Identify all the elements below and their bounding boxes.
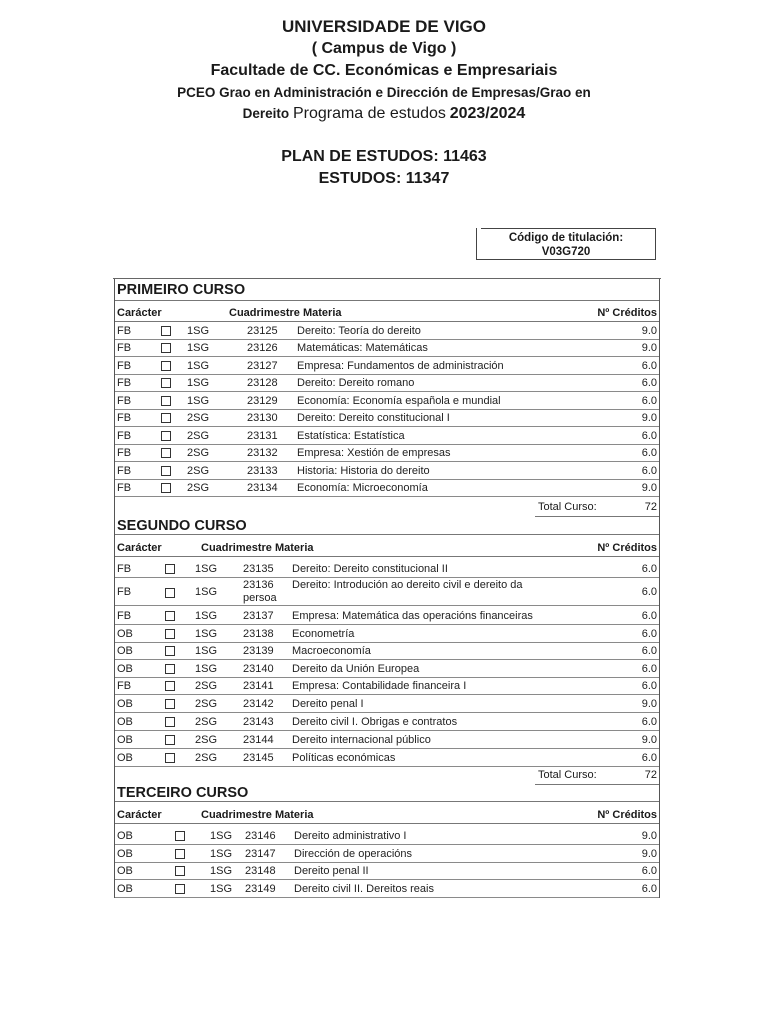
row-cuadrimestre: 1SG — [195, 586, 218, 598]
column-header-row — [115, 540, 659, 556]
row-caracter: FB — [117, 447, 132, 459]
checkbox-icon — [165, 753, 175, 763]
row-code: 23133 — [247, 465, 278, 477]
row-creditos: 6.0 — [641, 447, 657, 459]
col-cuadrimestre-materia: Cuadrimestre Materia — [229, 307, 342, 319]
row-creditos: 9.0 — [641, 848, 657, 860]
col-cuadrimestre-materia: Cuadrimestre Materia — [201, 809, 314, 821]
row-materia: Empresa: Xestión de empresas — [297, 447, 451, 459]
row-caracter: OB — [117, 698, 133, 710]
table-row — [115, 881, 659, 898]
row-code: 23149 — [245, 883, 276, 895]
row-caracter: OB — [117, 734, 133, 746]
row-cuadrimestre: 1SG — [195, 563, 218, 575]
document-header — [0, 16, 768, 125]
row-caracter: FB — [117, 325, 132, 337]
table-row — [115, 410, 659, 427]
row-creditos: 6.0 — [641, 563, 657, 575]
checkbox-icon — [165, 735, 175, 745]
row-caracter: FB — [117, 482, 132, 494]
column-header-row — [115, 807, 659, 823]
titulacion-box — [476, 228, 656, 260]
total-value: 72 — [644, 501, 657, 513]
academic-year: 2023/2024 — [449, 105, 526, 122]
row-cuadrimestre: 1SG — [187, 325, 210, 337]
total-value: 72 — [644, 769, 657, 781]
row-creditos: 6.0 — [641, 360, 657, 372]
checkbox-icon — [161, 378, 171, 388]
row-code: 23143 — [243, 716, 274, 728]
row-caracter: OB — [117, 716, 133, 728]
row-creditos: 9.0 — [641, 698, 657, 710]
row-code: 23138 — [243, 628, 274, 640]
table-row — [115, 643, 659, 660]
row-code: 23130 — [247, 412, 278, 424]
col-caracter: Carácter — [117, 809, 162, 821]
row-creditos: 9.0 — [641, 482, 657, 494]
checkbox-icon — [161, 483, 171, 493]
row-code: 23144 — [243, 734, 274, 746]
col-creditos: Nº Créditos — [597, 542, 657, 554]
plan-block — [0, 146, 768, 190]
row-materia: Dereito: Dereito romano — [297, 377, 415, 389]
row-cuadrimestre: 1SG — [187, 377, 210, 389]
row-caracter: FB — [117, 610, 132, 622]
university-name: UNIVERSIDADE DE VIGO — [281, 17, 487, 36]
campus-name: ( Campus de Vigo ) — [311, 40, 457, 57]
checkbox-icon — [165, 699, 175, 709]
row-materia: Macroeconomía — [292, 645, 371, 657]
row-materia: Dereito penal I — [292, 698, 364, 710]
row-creditos: 6.0 — [641, 465, 657, 477]
row-creditos: 6.0 — [641, 645, 657, 657]
row-caracter: FB — [117, 342, 132, 354]
total-label: Total Curso: — [538, 769, 597, 781]
row-materia: Economía: Economía española e mundial — [297, 395, 501, 407]
row-creditos: 6.0 — [641, 610, 657, 622]
table-row — [115, 732, 659, 749]
total-label: Total Curso: — [538, 501, 597, 513]
total-divider — [535, 784, 659, 785]
section-title: PRIMEIRO CURSO — [117, 282, 246, 298]
table-row — [115, 828, 659, 845]
row-caracter: FB — [117, 680, 132, 692]
row-code: 23134 — [247, 482, 278, 494]
row-cuadrimestre: 2SG — [187, 447, 210, 459]
checkbox-icon — [161, 343, 171, 353]
row-materia: Empresa: Fundamentos de administración — [297, 360, 504, 372]
checkbox-icon — [175, 884, 185, 894]
row-cuadrimestre: 2SG — [195, 680, 218, 692]
row-creditos: 6.0 — [641, 663, 657, 675]
row-cuadrimestre: 1SG — [195, 663, 218, 675]
header-divider — [115, 321, 659, 322]
table-row — [115, 846, 659, 863]
section-divider — [115, 300, 659, 301]
table-row — [115, 561, 659, 578]
row-code: 23129 — [247, 395, 278, 407]
row-cuadrimestre: 1SG — [195, 610, 218, 622]
degree-line-2-text: Dereito — [242, 106, 290, 121]
row-cuadrimestre: 2SG — [187, 412, 210, 424]
row-creditos: 6.0 — [641, 865, 657, 877]
row-cuadrimestre: 2SG — [195, 698, 218, 710]
row-code: 23127 — [247, 360, 278, 372]
checkbox-icon — [165, 681, 175, 691]
estudos: ESTUDOS: 11347 — [318, 170, 450, 187]
row-cuadrimestre: 1SG — [210, 848, 233, 860]
row-code: 23136 — [243, 579, 274, 591]
table-row — [115, 323, 659, 340]
row-caracter: FB — [117, 360, 132, 372]
checkbox-icon — [165, 611, 175, 621]
row-cuadrimestre: 1SG — [195, 645, 218, 657]
checkbox-icon — [165, 564, 175, 574]
table-row — [115, 480, 659, 497]
row-code: 23137 — [243, 610, 274, 622]
row-cuadrimestre: 2SG — [195, 734, 218, 746]
row-cuadrimestre: 1SG — [187, 360, 210, 372]
table-row — [115, 463, 659, 480]
row-creditos: 6.0 — [641, 586, 657, 598]
row-caracter: OB — [117, 752, 133, 764]
table-row — [115, 696, 659, 713]
row-materia: Dereito internacional público — [292, 734, 431, 746]
row-code: 23145 — [243, 752, 274, 764]
table-row — [115, 358, 659, 375]
table-row — [115, 661, 659, 678]
table-row — [115, 750, 659, 767]
row-caracter: FB — [117, 412, 132, 424]
row-materia: Dereito civil I. Obrigas e contratos — [292, 716, 458, 728]
study-plan-table — [114, 278, 660, 898]
row-caracter: FB — [117, 586, 132, 598]
row-cuadrimestre: 1SG — [210, 830, 233, 842]
checkbox-icon — [165, 717, 175, 727]
checkbox-icon — [161, 326, 171, 336]
row-caracter: OB — [117, 663, 133, 675]
table-row — [115, 579, 659, 606]
row-code: 23141 — [243, 680, 274, 692]
row-cuadrimestre: 1SG — [187, 342, 210, 354]
row-cuadrimestre: 1SG — [210, 883, 233, 895]
row-caracter: FB — [117, 563, 132, 575]
program-label: Programa de estudos — [292, 105, 446, 122]
checkbox-icon — [175, 866, 185, 876]
checkbox-icon — [165, 664, 175, 674]
table-row — [115, 608, 659, 625]
row-materia: Políticas económicas — [292, 752, 396, 764]
row-materia: Empresa: Matemática das operacións financeiras — [292, 610, 533, 622]
section-title: SEGUNDO CURSO — [117, 518, 247, 534]
col-creditos: Nº Créditos — [597, 809, 657, 821]
row-materia: Dereito penal II — [294, 865, 369, 877]
table-row — [115, 863, 659, 880]
row-caracter: OB — [117, 628, 133, 640]
checkbox-icon — [165, 646, 175, 656]
row-cuadrimestre: 2SG — [187, 430, 210, 442]
row-code: 23126 — [247, 342, 278, 354]
row-creditos: 6.0 — [641, 716, 657, 728]
row-creditos: 6.0 — [641, 680, 657, 692]
checkbox-icon — [161, 396, 171, 406]
row-cuadrimestre: 2SG — [195, 752, 218, 764]
checkbox-icon — [165, 629, 175, 639]
row-code: 23148 — [245, 865, 276, 877]
row-cuadrimestre: 2SG — [195, 716, 218, 728]
row-materia: Dirección de operacións — [294, 848, 413, 860]
checkbox-icon — [161, 448, 171, 458]
row-materia-cont: persoa — [243, 592, 277, 604]
col-caracter: Carácter — [117, 307, 162, 319]
row-cuadrimestre: 2SG — [187, 465, 210, 477]
table-row — [115, 626, 659, 643]
section-divider — [115, 534, 659, 535]
checkbox-icon — [175, 849, 185, 859]
row-caracter: FB — [117, 395, 132, 407]
section-title: TERCEIRO CURSO — [117, 785, 249, 801]
table-row — [115, 714, 659, 731]
degree-line-1: PCEO Grao en Administración e Dirección de Empresas/Grao en — [177, 85, 591, 100]
checkbox-icon — [175, 831, 185, 841]
row-materia: Dereito civil II. Dereitos reais — [294, 883, 434, 895]
header-divider — [115, 823, 659, 824]
total-divider — [535, 516, 659, 517]
row-code: 23128 — [247, 377, 278, 389]
row-materia: Dereito: Dereito constitucional II — [292, 563, 448, 575]
checkbox-icon — [161, 466, 171, 476]
table-row — [115, 678, 659, 695]
row-materia: Dereito: Teoría do dereito — [297, 325, 421, 337]
checkbox-icon — [165, 588, 175, 598]
row-caracter: OB — [117, 883, 133, 895]
row-materia: Dereito da Unión Europea — [292, 663, 420, 675]
column-header-row — [115, 305, 659, 321]
row-code: 23125 — [247, 325, 278, 337]
row-creditos: 9.0 — [641, 412, 657, 424]
row-caracter: OB — [117, 848, 133, 860]
checkbox-icon — [161, 361, 171, 371]
row-creditos: 6.0 — [641, 883, 657, 895]
faculty-name: Facultade de CC. Económicas e Empresariais — [210, 62, 558, 79]
row-cuadrimestre: 2SG — [187, 482, 210, 494]
row-materia: Dereito: Dereito constitucional I — [297, 412, 450, 424]
row-materia: Estatística: Estatística — [297, 430, 405, 442]
row-caracter: OB — [117, 865, 133, 877]
row-materia: Economía: Microeconomía — [297, 482, 428, 494]
table-row — [115, 393, 659, 410]
row-creditos: 6.0 — [641, 377, 657, 389]
row-code: 23140 — [243, 663, 274, 675]
plan-de-estudos: PLAN DE ESTUDOS: 11463 — [281, 148, 487, 165]
row-creditos: 9.0 — [641, 342, 657, 354]
titulacion-code: V03G720 — [541, 246, 591, 258]
row-materia: Econometría — [292, 628, 355, 640]
titulacion-label: Código de titulación: — [508, 232, 624, 244]
row-cuadrimestre: 1SG — [195, 628, 218, 640]
row-creditos: 6.0 — [641, 628, 657, 640]
table-row — [115, 428, 659, 445]
row-creditos: 9.0 — [641, 325, 657, 337]
row-code: 23132 — [247, 447, 278, 459]
row-caracter: OB — [117, 645, 133, 657]
col-caracter: Carácter — [117, 542, 162, 554]
row-caracter: FB — [117, 377, 132, 389]
row-creditos: 9.0 — [641, 830, 657, 842]
checkbox-icon — [161, 431, 171, 441]
row-materia: Dereito administrativo I — [294, 830, 407, 842]
row-code: 23142 — [243, 698, 274, 710]
table-row — [115, 375, 659, 392]
row-materia: Empresa: Contabilidade financeira I — [292, 680, 467, 692]
row-code: 23139 — [243, 645, 274, 657]
row-cuadrimestre: 1SG — [187, 395, 210, 407]
row-creditos: 6.0 — [641, 430, 657, 442]
row-code: 23146 — [245, 830, 276, 842]
section-divider — [115, 801, 659, 802]
row-code: 23147 — [245, 848, 276, 860]
row-materia: Matemáticas: Matemáticas — [297, 342, 428, 354]
header-divider — [115, 556, 659, 557]
table-row — [115, 340, 659, 357]
col-cuadrimestre-materia: Cuadrimestre Materia — [201, 542, 314, 554]
row-creditos: 6.0 — [641, 395, 657, 407]
degree-line-2 — [0, 103, 768, 125]
row-caracter: OB — [117, 830, 133, 842]
row-materia: Historia: Historia do dereito — [297, 465, 430, 477]
table-row — [115, 445, 659, 462]
row-cuadrimestre: 1SG — [210, 865, 233, 877]
col-creditos: Nº Créditos — [597, 307, 657, 319]
row-caracter: FB — [117, 465, 132, 477]
row-code: 23135 — [243, 563, 274, 575]
row-creditos: 9.0 — [641, 734, 657, 746]
row-creditos: 6.0 — [641, 752, 657, 764]
row-code: 23131 — [247, 430, 278, 442]
row-caracter: FB — [117, 430, 132, 442]
row-materia: Dereito: Introdución ao dereito civil e dereito da — [292, 579, 523, 591]
checkbox-icon — [161, 413, 171, 423]
